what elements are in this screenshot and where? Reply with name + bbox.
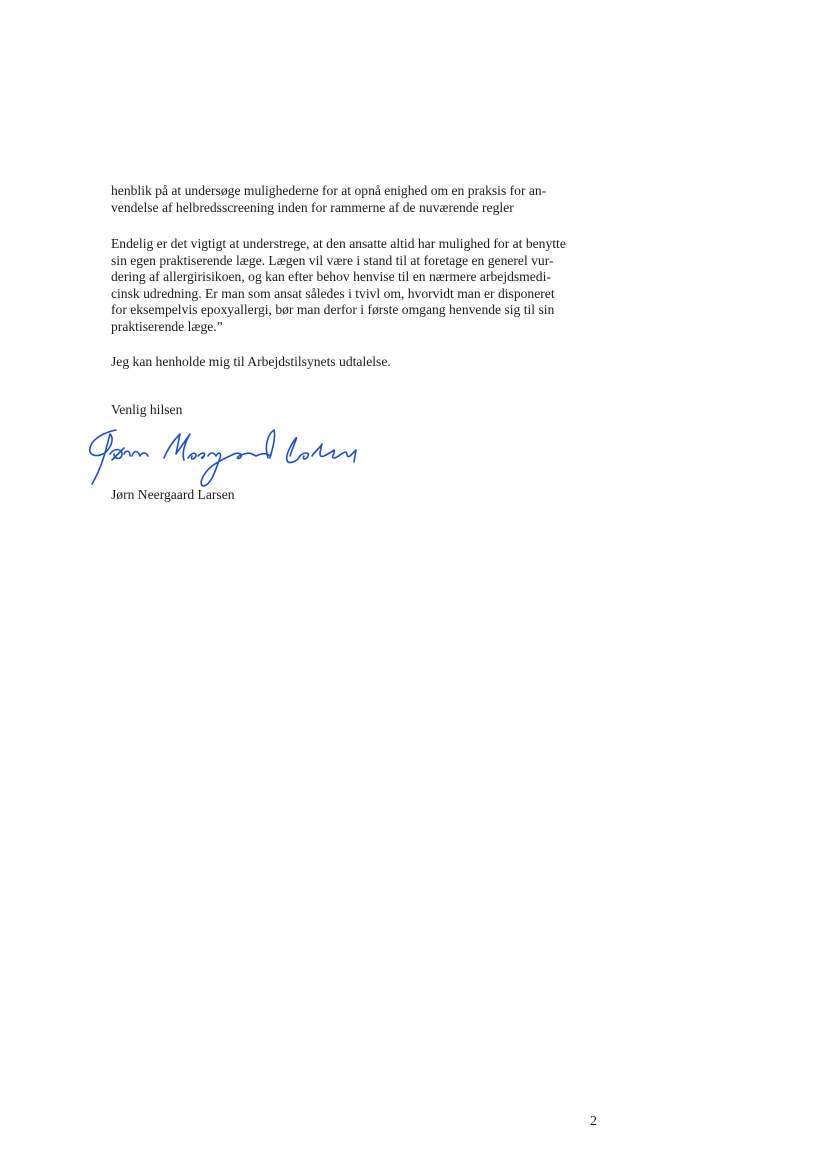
- page-number: 2: [590, 1114, 597, 1129]
- paragraph-line: praktiserende læge.”: [111, 318, 223, 334]
- paragraph-line: cinsk udredning. Er man som ansat således i tvivl om, hvorvidt man er disponeret: [111, 285, 555, 301]
- paragraph-line: henblik på at undersøge mulighederne for at opnå enighed om en praksis for an-: [111, 183, 547, 198]
- signature-stroke: [90, 430, 116, 484]
- closing-line: Venlig hilsen: [111, 402, 183, 417]
- signer-name-line: Jørn Neergaard Larsen: [111, 487, 235, 502]
- paragraph-line: sin egen praktiserende læge. Lægen vil være i stand til at foretage en generel vur-: [111, 252, 554, 268]
- signature-stroke: [188, 453, 270, 486]
- signature-stroke: [266, 430, 274, 458]
- closing-salutation: [111, 402, 611, 419]
- paragraph-line: dering af allergirisikoen, og kan efter behov henvise til en nærmere arbejdsmedi-: [111, 269, 551, 284]
- paragraph-line: for eksempelvis epoxyallergi, bør man derfor i første omgang henvende sig til sin: [111, 302, 555, 317]
- paragraph-own-doctor: [111, 236, 611, 335]
- signature-stroke: [300, 444, 356, 462]
- signature-stroke: [287, 438, 300, 463]
- handwritten-signature: [84, 424, 359, 490]
- signer-name: [111, 487, 611, 504]
- signature-stroke: [164, 434, 190, 460]
- paragraph-line: Endelig er det vigtigt at understrege, at den ansatte altid har mulighed for at benytte: [111, 236, 566, 251]
- paragraph-line: vendelse af helbredsscreening inden for rammerne af de nuværende regler: [111, 199, 514, 215]
- paragraph-screening: [111, 183, 611, 216]
- paragraph-line: Jeg kan henholde mig til Arbejdstilsynets udtalelse.: [111, 354, 391, 369]
- paragraph-statement: [111, 354, 611, 371]
